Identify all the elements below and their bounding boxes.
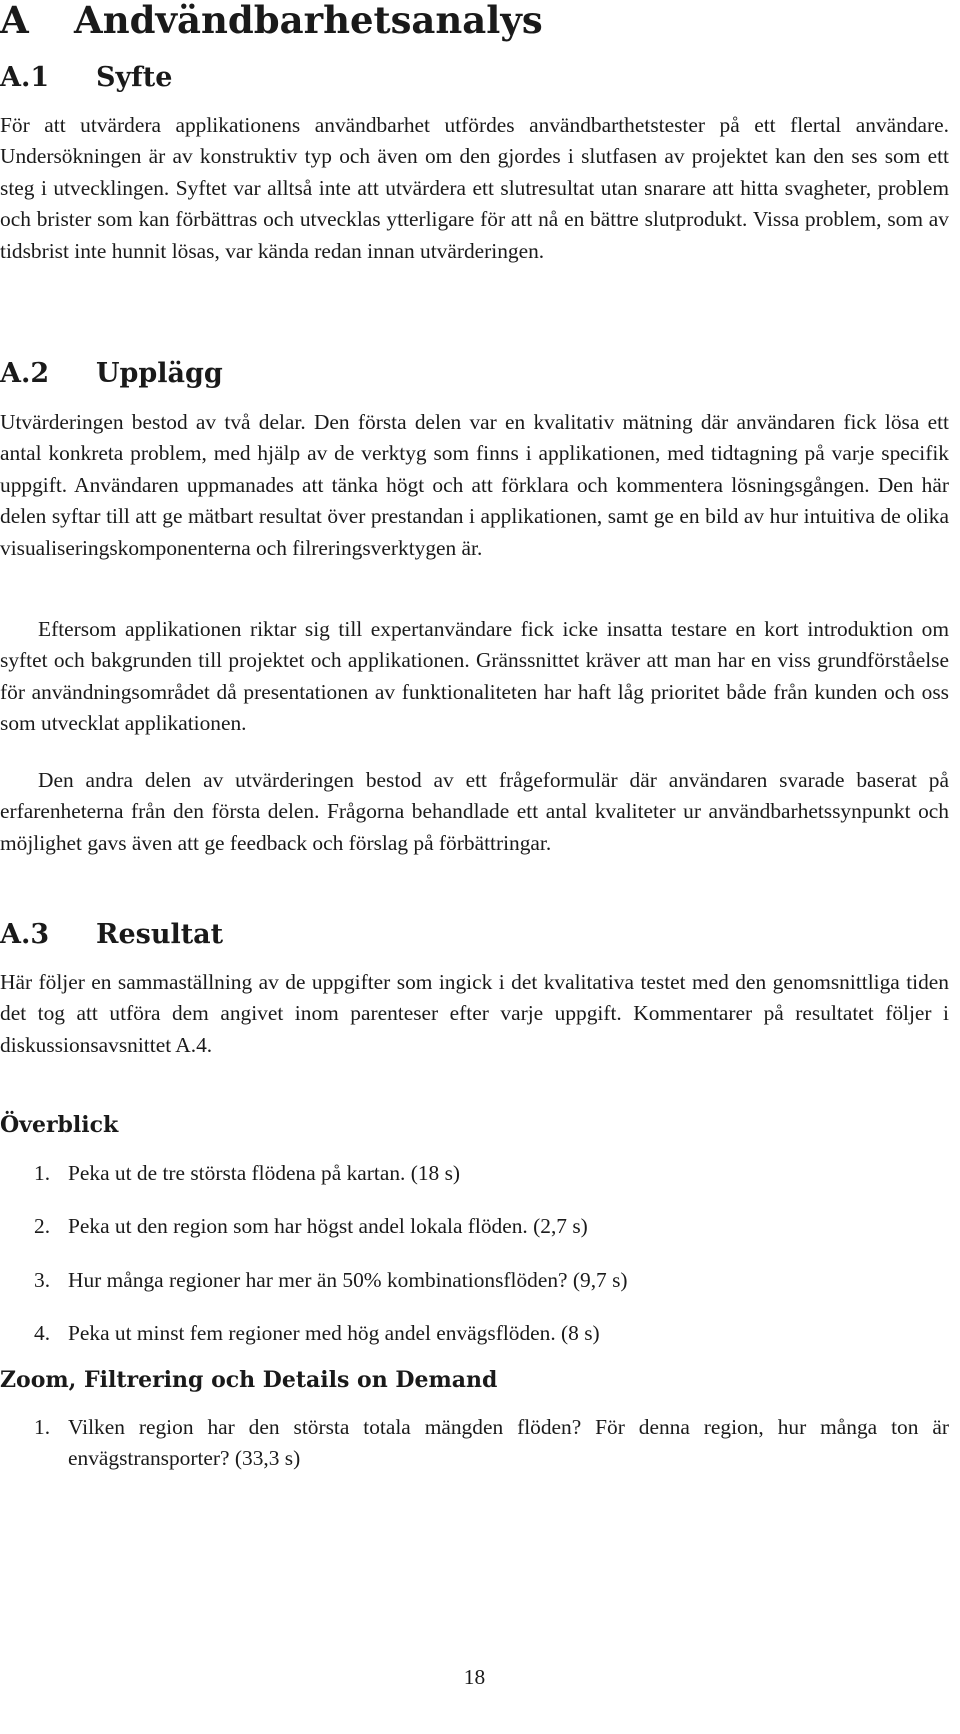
list-item-text: Peka ut de tre största flödena på kartan. (18 s) (68, 1161, 461, 1185)
paragraph-upplagg-2: Eftersom applikationen riktar sig till expertanvändare fick icke insatta testare en kort introduktion om syftet och bakgrunden till projektet och applikationen. Gränssnittet kräver att man har en viss grundförståelse för användningsområdet då presentationen av funktionaliteten har haft låg prioritet både från kunden och oss som utvecklat applikationen. (0, 617, 949, 736)
list-item (0, 1158, 949, 1189)
list-item (0, 1318, 949, 1349)
list-item-number: 2. (34, 1214, 51, 1239)
subsection-number: A.3 (0, 919, 50, 950)
paragraph-upplagg-3: Den andra delen av utvärderingen bestod av ett frågeformulär där användaren svarade baserat på erfarenheterna från den första delen. Frågorna behandlade ett antal kvaliteter ur användbarhetssynpunkt och möjlighet gavs även att ge feedback och förslag på förbättringar. (0, 768, 949, 855)
subsection-heading-resultat (0, 918, 223, 952)
subsection-number: A.1 (0, 62, 50, 93)
subsection-heading-syfte (0, 61, 172, 95)
overview-task-list (0, 1158, 949, 1372)
paragraph-syfte: För att utvärdera applikationens användbarhet utfördes användbarthetstester på ett flertal användare. Undersökningen är av konstruktiv typ och även om den gjordes i slutfasen av projektet kan den ses som ett steg i utvecklingen. Syftet var alltså inte att utvärdera ett slutresultat utan snarare att hitta svagheter, problem och brister som kan förbättras och utvecklas ytterligare för att nå en bättre slutprodukt. Vissa problem, som av tidsbrist inte hunnit lösas, var kända redan innan utvärderingen. (0, 113, 949, 263)
zoom-filter-heading: Zoom, Filtrering och Details on Demand (0, 1367, 498, 1393)
overview-heading: Överblick (0, 1112, 119, 1138)
list-item-number: 1. (34, 1415, 51, 1439)
list-item-number: 3. (34, 1267, 51, 1292)
list-item-text: Vilken region har den största totala mängden flöden? För denna region, hur många ton är envägstransporter? (33,3 s) (68, 1415, 949, 1471)
list-item (0, 1412, 949, 1475)
section-number: A (0, 0, 29, 42)
section-title: Andvändbarhetsanalys (74, 0, 543, 42)
list-item-number: 4. (34, 1321, 51, 1346)
list-item-text: Peka ut den region som har högst andel lokala flöden. (2,7 s) (68, 1214, 588, 1239)
subsection-heading-upplagg (0, 357, 223, 391)
subsection-title: Syfte (96, 62, 173, 93)
section-heading (0, 0, 543, 40)
paragraph-resultat: Här följer en sammaställning av de uppgifter som ingick i det kvalitativa testet med den genomsnittliga tiden det tog att utföra dem angivet inom parenteser efter varje uppgift. Kommentarer på resultatet följer i diskussionsavsnittet A.4. (0, 970, 949, 1057)
page-number: 18 (463, 1665, 486, 1689)
list-item-number: 1. (34, 1161, 51, 1185)
subsection-title: Upplägg (96, 358, 223, 389)
list-item-text: Hur många regioner har mer än 50% kombinationsflöden? (9,7 s) (68, 1267, 628, 1292)
list-item (0, 1265, 949, 1296)
subsection-number: A.2 (0, 358, 50, 389)
subsection-title: Resultat (96, 919, 224, 950)
list-item-text: Peka ut minst fem regioner med hög andel envägsflöden. (8 s) (68, 1321, 600, 1346)
zoom-task-list (0, 1412, 949, 1475)
paragraph-upplagg-1: Utvärderingen bestod av två delar. Den första delen var en kvalitativ mätning där användaren fick lösa ett antal konkreta problem, med hjälp av de verktyg som finns i applikationen, med tidtagning på varje specifik uppgift. Användaren uppmanades att tänka högt och att förklara och kommentera lösningsgången. Den här delen syftar till att ge mätbart resultat över prestandan i applikationen, samt ge en bild av hur intuitiva de olika visualiseringskomponenterna och filreringsverktygen är. (0, 410, 949, 560)
list-item (0, 1211, 949, 1242)
